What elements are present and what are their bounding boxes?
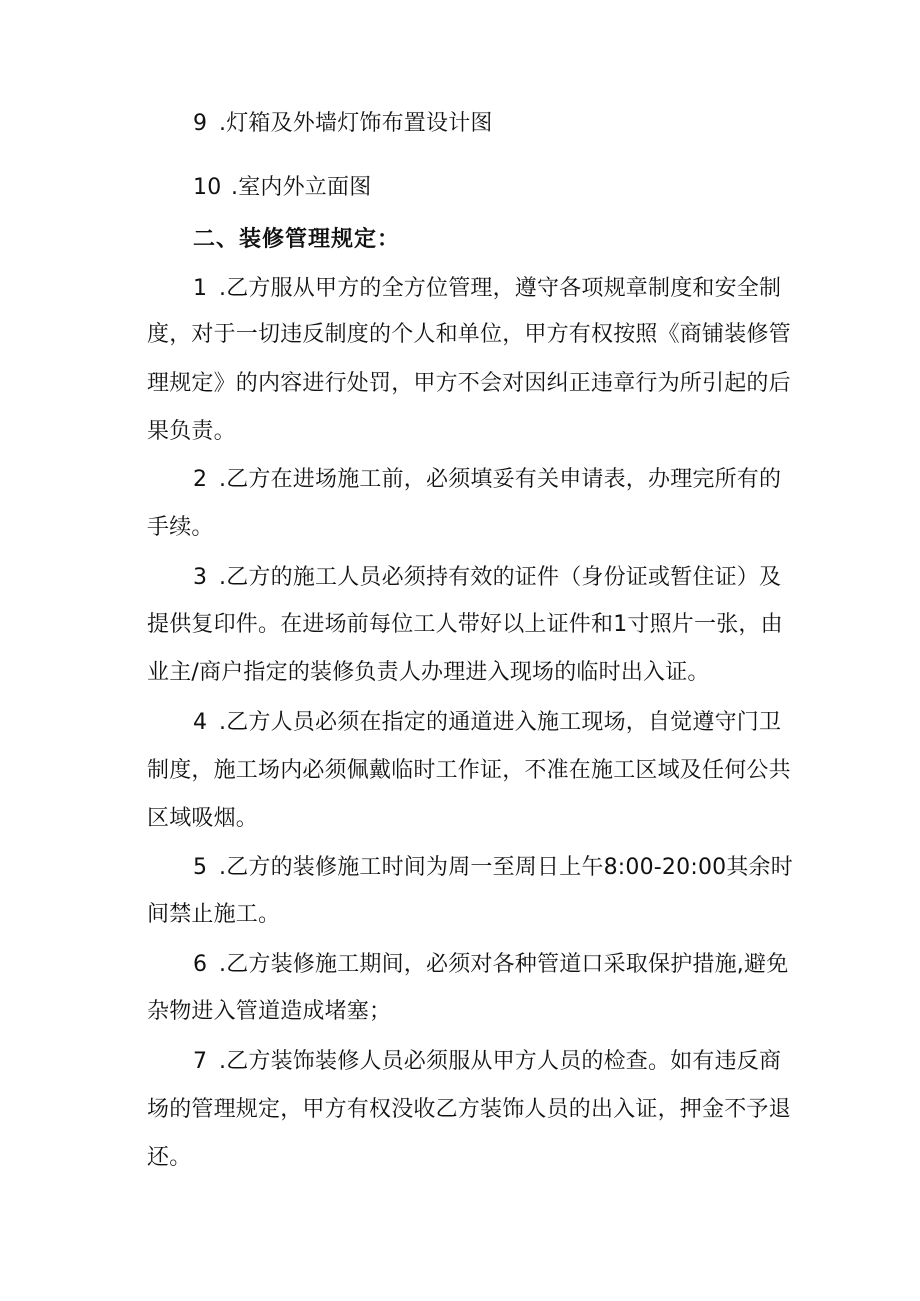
list-item-text: .室内外立面图 <box>231 175 372 200</box>
rule-first-line <box>193 951 788 979</box>
rule-number: 7 <box>193 1049 208 1074</box>
rule-text-line: .乙方服从甲方的全方位管理，遵守各项规章制度和安全制 <box>219 276 782 301</box>
rule-number: 1 <box>193 276 208 301</box>
list-item-number: 9 <box>193 111 208 136</box>
rule-number: 4 <box>193 710 208 735</box>
rule-number: 3 <box>193 565 208 590</box>
section-heading: 二、装修管理规定： <box>193 227 401 252</box>
rule-text-line: .乙方人员必须在指定的通道进入施工现场，自觉遵守门卫 <box>219 710 782 735</box>
rule-text-line: 场的管理规定，甲方有权没收乙方装饰人员的出入证，押金不予退 <box>147 1097 791 1122</box>
rule-text-line: 业主/商户指定的装修负责人办理进入现场的临时出入证。 <box>147 660 710 685</box>
rule-number: 2 <box>193 467 208 492</box>
rule-first-line <box>193 854 793 882</box>
rule-number: 5 <box>193 855 208 880</box>
rule-first-line <box>193 1048 781 1076</box>
rule-text-line: 区域吸烟。 <box>147 806 259 831</box>
rule-first-line <box>193 709 781 737</box>
rule-number: 6 <box>193 952 208 977</box>
rule-text-line: 间禁止施工。 <box>147 902 281 927</box>
rule-text-line: 果负责。 <box>147 419 236 444</box>
list-item-text: .灯箱及外墙灯饰布置设计图 <box>219 111 493 136</box>
rule-text-line: 理规定》的内容进行处罚，甲方不会对因纠正违章行为所引起的后 <box>147 371 791 396</box>
rule-first-line <box>193 275 781 303</box>
rule-text-line: 制度，施工场内必须佩戴临时工作证，不准在施工区域及任何公共 <box>147 758 791 783</box>
list-item-9 <box>193 110 493 138</box>
rule-text-line: .乙方在进场施工前，必须填妥有关申请表，办理完所有的 <box>219 467 782 492</box>
rule-text-line: 还。 <box>147 1145 192 1170</box>
rule-text-line: 杂物进入管道造成堵塞； <box>147 999 392 1024</box>
list-item-10 <box>193 174 371 202</box>
rule-text-line: .乙方的施工人员必须持有效的证件（身份证或暂住证）及 <box>219 565 782 590</box>
rule-first-line <box>193 564 781 592</box>
rule-first-line <box>193 466 781 494</box>
rule-text-line: 度，对于一切违反制度的个人和单位，甲方有权按照《商铺装修管 <box>147 322 791 347</box>
rule-text-line: 手续。 <box>147 515 214 540</box>
rule-text-line: 提供复印件。在进场前每位工人带好以上证件和1寸照片一张，由 <box>147 612 783 637</box>
rule-text-line: .乙方装饰装修人员必须服从甲方人员的检查。如有违反商 <box>219 1049 782 1074</box>
rule-text-line: .乙方装修施工期间，必须对各种管道口采取保护措施,避免 <box>219 952 789 977</box>
rule-text-line: .乙方的装修施工时间为周一至周日上午8:00-20:00其余时 <box>219 855 793 880</box>
list-item-number: 10 <box>193 175 222 200</box>
